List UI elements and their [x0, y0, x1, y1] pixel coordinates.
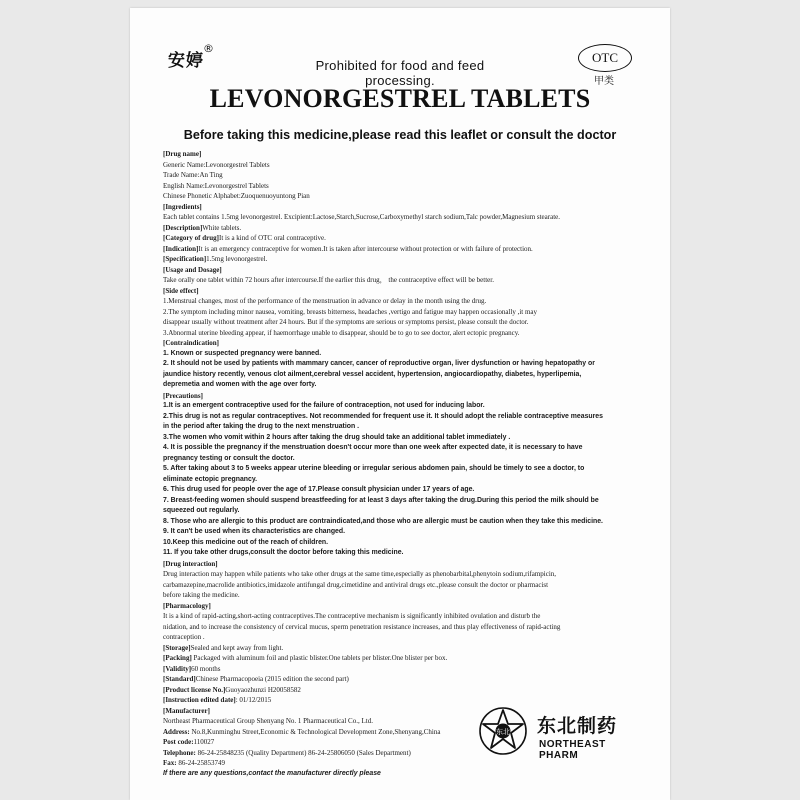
- precaution-line: 2.This drug is not as regular contraceptives. Not recommended for frequent use it. It should adopt the reliable contraceptive measures: [163, 412, 603, 420]
- leaflet-header: [130, 8, 670, 168]
- side-effect-line: 3.Abnormal uterine bleeding appear, if haemorrhage unable to disappear, should be to go to see doctor, alert ectopic pregnancy.: [163, 328, 520, 337]
- logo-english-name: NORTHEAST PHARM: [539, 739, 606, 761]
- post-code-text: 110027: [193, 738, 215, 746]
- precaution-line: eliminate ectopic pregnancy.: [163, 475, 258, 483]
- precaution-line: 6. This drug used for people over the age of 17.Please consult physician under 17 years of age.: [163, 486, 475, 493]
- specification-text: 1.5mg levonorgestrel.: [206, 255, 268, 263]
- storage-text: Sealed and kept away from light.: [190, 643, 284, 652]
- generic-name: Generic Name:Levonorgestrel Tablets: [163, 160, 270, 169]
- storage-label: [Storage]: [163, 643, 191, 652]
- precaution-line: 3.The women who vomit within 2 hours after taking the drug should take an additional tablet immediately .: [163, 433, 511, 441]
- edited-date-text: : 01/12/2015: [235, 696, 272, 704]
- license-text: Guoyaozhunzi H20058582: [225, 685, 301, 694]
- section-heading-ingredients: [Ingredients]: [163, 202, 202, 211]
- section-heading-drug-name: [Drug name]: [163, 150, 202, 158]
- otc-class-label: 甲类: [594, 76, 614, 87]
- telephone-label: Telephone:: [163, 748, 196, 757]
- packing-text: Packaged with aluminum foil and plastic blister.One tablets per blister.One blister per box.: [191, 654, 448, 662]
- section-heading-precautions: [Precautions]: [163, 391, 203, 400]
- license-label: [Product license No.]: [163, 685, 226, 694]
- standard-row: [163, 674, 643, 685]
- precaution-line: 9. It can't be used when its characteristics are changed.: [163, 528, 346, 535]
- packing-label: [Packing]: [163, 654, 192, 662]
- category-label: [Category of drug]: [163, 234, 219, 242]
- description-row: [163, 223, 643, 234]
- storage-row: [163, 643, 643, 654]
- address-text: No.8,Kunminghu Street,Economic & Technological Development Zone,Shenyang,China: [189, 727, 441, 736]
- precaution-line: 1.It is an emergent contraceptive used for the failure of contraception, not used for inducing labor.: [163, 402, 485, 409]
- description-label: [Description]: [163, 223, 203, 232]
- contraindication-line: 1. Known or suspected pregnancy were banned.: [163, 349, 322, 357]
- specification-row: [163, 254, 643, 265]
- manufacturer-name: Northeast Pharmaceutical Group Shenyang No. 1 Pharmaceutical Co., Ltd.: [163, 717, 373, 725]
- precaution-line: 11. If you take other drugs,consult the doctor before taking this medicine.: [163, 549, 404, 556]
- section-heading-side-effect: [Side effect]: [163, 286, 199, 295]
- seal-text: 东北: [496, 728, 510, 736]
- contraindication-line: jaundice history recently, venous clot ailment,cerebral vessel accident, hypertension, angiocardiopathy, diabetes, hyperlipemia,: [163, 370, 582, 378]
- leaflet-body: [163, 149, 643, 779]
- validity-text: 60 months: [191, 664, 221, 673]
- precaution-line: 7. Breast-feeding women should suspend breastfeeding for at least 3 days after taking the drug.During this period the milk should be: [163, 496, 599, 504]
- prohibited-notice: Prohibited for food and feed processing.: [315, 58, 485, 88]
- leaflet-subtitle: Before taking this medicine,please read this leaflet or consult the doctor: [183, 128, 617, 142]
- precaution-line: squeezed out regularly.: [163, 507, 240, 514]
- section-heading-contraindication: [Contraindication]: [163, 339, 219, 347]
- pharmacology-line: nidation, and to increase the consistency of cervical mucus, sperm penetration resistance increases, and thus play effectiveness of rapid-acting: [163, 622, 561, 631]
- indication-row: [163, 244, 643, 255]
- description-text: White tablets.: [202, 223, 242, 232]
- indication-text: It is an emergency contraceptive for women.It is taken after intercourse without protection or with failure of protection.: [198, 244, 533, 253]
- fax-text: 86-24-25853749: [176, 759, 226, 767]
- interaction-line: carbamazepine,macrolide antibiotics,imidazole antifungal drug,cimetidine and antiviral drugs etc.,please consult the doctor or pharmacist: [163, 580, 549, 589]
- edited-date-row: [163, 695, 643, 706]
- telephone-text: 86-24-25848235 (Quality Department) 86-24-25806050 (Sales Department): [195, 748, 411, 757]
- post-code-label: Post code:: [163, 738, 194, 746]
- registered-mark: ®: [203, 42, 214, 55]
- category-text: It is a kind of OTC oral contraceptive.: [219, 234, 326, 242]
- contact-note: If there are any questions,contact the manufacturer directly please: [163, 769, 381, 777]
- fax-label: Fax:: [163, 759, 177, 767]
- ingredients-text: Each tablet contains 1.5mg levonorgestrel. Excipient:Lactose,Starch,Sucrose,Carboxymethyl starch sodium,Talc powder,Magnesium stearate.: [163, 213, 561, 221]
- precaution-line: 4. It is possible the pregnancy if the menstruation doesn't occur more than one week after expected date, it is necessary to have: [163, 444, 583, 451]
- license-row: [163, 685, 643, 696]
- english-name: English Name:Levonorgestrel Tablets: [163, 181, 269, 190]
- precaution-line: 8. Those who are allergic to this product are contraindicated,and those who are allergic must be caution when they take this medicine.: [163, 517, 603, 525]
- precaution-line: 5. After taking about 3 to 5 weeks appear uterine bleeding or irregular serious abdomen pain, should be timely to see a doctor, to: [163, 465, 585, 472]
- edited-date-label: [Instruction edited date]: [163, 696, 236, 704]
- specification-label: [Specification]: [163, 255, 207, 263]
- validity-label: [Validity]: [163, 664, 192, 673]
- contraindication-line: depremetia and women with the age over forty.: [163, 381, 317, 388]
- interaction-line: before taking the medicine.: [163, 591, 240, 599]
- precaution-line: pregnancy testing or consult the doctor.: [163, 454, 295, 462]
- standard-label: [Standard]: [163, 675, 196, 683]
- usage-text: Take orally one tablet within 72 hours after intercourse.If the earlier this drug， the contraceptive effect will be better.: [163, 276, 494, 284]
- side-effect-line: 1.Menstrual changes, most of the performance of the menstruation in advance or delay in the month using the drug.: [163, 297, 487, 305]
- otc-badge: OTC: [578, 44, 632, 72]
- interaction-line: Drug interaction may happen while patients who take other drugs at the same time,especially as phenobarbital,phenytoin sodium,rifampicin,: [163, 570, 557, 578]
- section-heading-usage: [Usage and Dosage]: [163, 265, 222, 274]
- section-heading-pharmacology: [Pharmacology]: [163, 601, 211, 610]
- phonetic-name: Chinese Phonetic Alphabet:Zuoquenuoyuntong Pian: [163, 192, 310, 200]
- trade-name: Trade Name:An Ting: [163, 171, 223, 179]
- address-label: Address:: [163, 727, 190, 736]
- packing-row: [163, 653, 643, 664]
- leaflet-sheet: [130, 8, 670, 800]
- category-row: [163, 233, 643, 244]
- precaution-line: 10.Keep this medicine out of the reach of children.: [163, 538, 329, 546]
- precaution-line: in the period after taking the drug to the next menstruation .: [163, 423, 360, 430]
- star-seal-icon: [477, 705, 529, 757]
- section-heading-manufacturer: [Manufacturer]: [163, 706, 210, 715]
- logo-chinese-name: 东北制药: [537, 715, 618, 737]
- pharmacology-line: contraception .: [163, 633, 205, 641]
- validity-row: [163, 664, 643, 675]
- brand-mark: 安婷: [168, 51, 204, 71]
- standard-text: Chinese Pharmacopoeia (2015 edition the second part): [195, 675, 349, 683]
- northeast-pharm-logo: [477, 705, 647, 760]
- indication-label: [Indication]: [163, 244, 199, 253]
- section-heading-interaction: [Drug interaction]: [163, 559, 218, 568]
- side-effect-line: disappear usually without treatment after 24 hours. But if the symptoms are serious or symptoms persist, please consult the doctor.: [163, 318, 529, 326]
- contraindication-line: 2. It should not be used by patients with mammary cancer, cancer of reproductive organ, liver dysfunction or having hepatopathy or: [163, 360, 595, 367]
- page-title: LEVONORGESTREL TABLETS: [209, 84, 591, 113]
- side-effect-line: 2.The symptom including minor nausea, vomiting, breasts bitterness, headaches ,vertigo and fatigue may happen occasionally ,it may: [163, 307, 538, 316]
- pharmacology-line: It is a kind of rapid-acting,short-acting contraceptives.The contraceptive mechanism is significantly inhibited ovulation and disturb the: [163, 612, 541, 620]
